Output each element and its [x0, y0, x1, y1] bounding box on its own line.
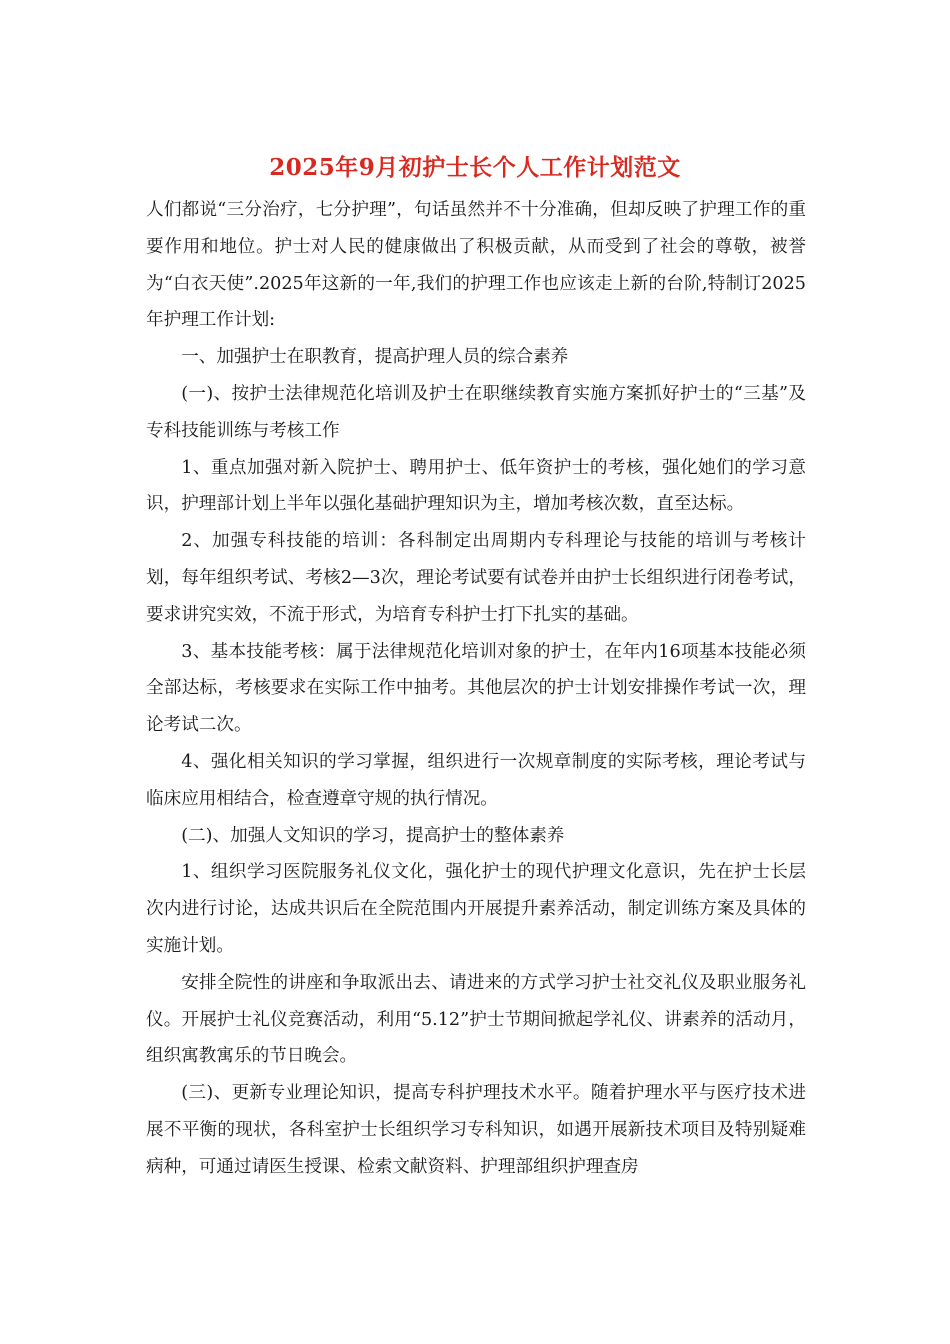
paragraph-subsection-2: (二)、加强人文知识的学习，提高护士的整体素养	[181, 825, 565, 846]
paragraph-item-1: 1、重点加强对新入院护士、聘用护士、低年资护士的考核，强化她们的学习意识，护理部计划上半年以强化基础护理知识为主，增加考核次数，直至达标。	[146, 457, 806, 515]
document-title: 2025年9月初护士长个人工作计划范文	[269, 154, 681, 181]
paragraph-intro: 人们都说“三分治疗，七分护理”，句话虽然并不十分准确，但却反映了护理工作的重要作用和地位。护士对人民的健康做出了积极贡献，从而受到了社会的尊敬，被誉为“白衣天使”.2025年这新的一年,我们的护理工作也应该走上新的台阶,特制订2025年护理工作计划:	[146, 200, 806, 331]
document-body	[146, 192, 806, 1186]
paragraph-subsection-3: (三)、更新专业理论知识，提高专科护理技术水平。随着护理水平与医疗技术进展不平衡的现状，各科室护士长组织学习专科知识，如遇开展新技术项目及特别疑难病种，可通过请医生授课、检索文献资料、护理部组织护理查房	[146, 1083, 806, 1177]
paragraph-subsection-1: (一)、按护士法律规范化培训及护士在职继续教育实施方案抓好护士的“三基”及专科技能训练与考核工作	[146, 383, 806, 441]
paragraph-etiquette: 安排全院性的讲座和争取派出去、请进来的方式学习护士社交礼仪及职业服务礼仪。开展护士礼仪竞赛活动，利用“5.12”护士节期间掀起学礼仪、讲素养的活动月，组织寓教寓乐的节日晚会。	[146, 972, 806, 1067]
paragraph-subsection-2-item-1: 1、组织学习医院服务礼仪文化，强化护士的现代护理文化意识，先在护士长层次内进行讨论，达成共识后在全院范围内开展提升素养活动，制定训练方案及具体的实施计划。	[146, 862, 806, 956]
paragraph-section-1-heading: 一、加强护士在职教育，提高护理人员的综合素养	[181, 347, 569, 368]
paragraph-item-4: 4、强化相关知识的学习掌握，组织进行一次规章制度的实际考核，理论考试与临床应用相结合，检查遵章守规的执行情况。	[146, 751, 806, 809]
paragraph-item-2: 2、加强专科技能的培训：各科制定出周期内专科理论与技能的培训与考核计划，每年组织考试、考核2—3次，理论考试要有试卷并由护士长组织进行闭卷考试，要求讲究实效，不流于形式，为培育专科护士打下扎实的基础。	[146, 531, 806, 625]
paragraph-item-3: 3、基本技能考核：属于法律规范化培训对象的护士，在年内16项基本技能必须全部达标，考核要求在实际工作中抽考。其他层次的护士计划安排操作考试一次，理论考试二次。	[146, 641, 806, 736]
